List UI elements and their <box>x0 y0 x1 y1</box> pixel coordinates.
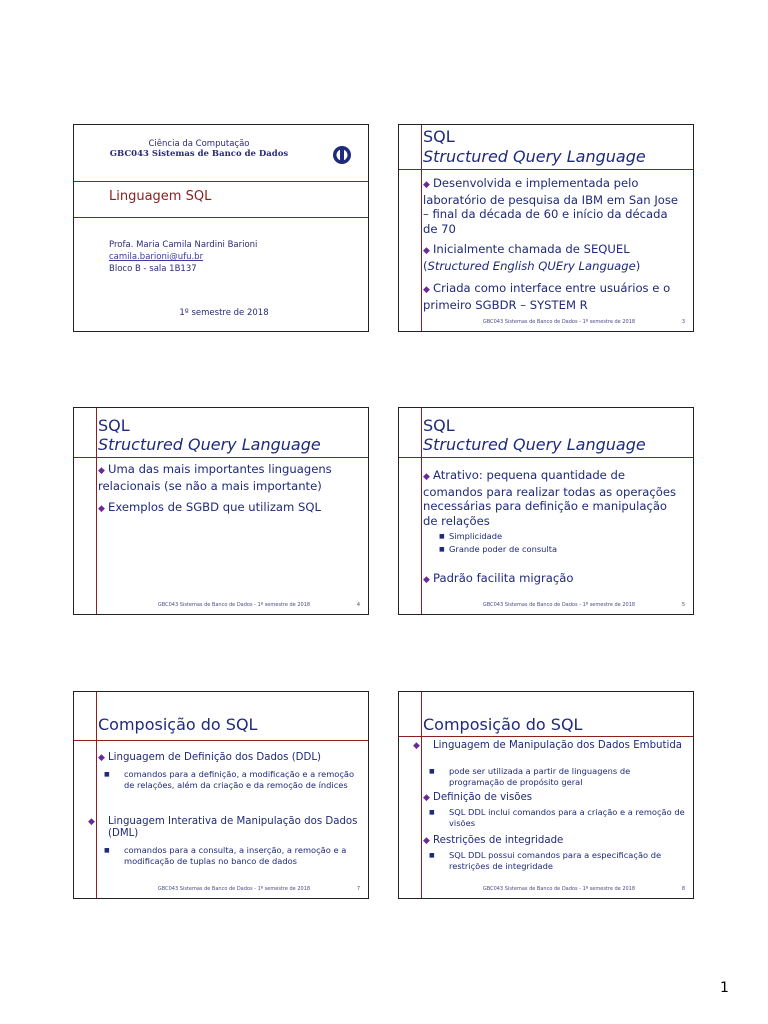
presentation-title: Linguagem SQL <box>109 189 212 204</box>
bullet-diamond-icon: ◆ <box>88 817 95 827</box>
slide-number: 4 <box>356 602 360 608</box>
bullet-item: ◆ Inicialmente chamada de SEQUEL (Structured English QUEry Language) <box>423 242 641 273</box>
slide-title: Composição do SQL <box>98 715 258 734</box>
bullet-square-icon: ■ <box>439 533 445 540</box>
slide-accent-rule <box>74 457 368 458</box>
bullet-item: ◆ Atrativo: pequena quantidade de comandos para realizar todas as operações necessárias para definição e manipulação de relações <box>423 468 677 528</box>
page-number: 1 <box>720 980 729 996</box>
slide-7 <box>73 691 369 899</box>
bullet-square-icon: ■ <box>429 768 435 775</box>
slide-4 <box>73 407 369 615</box>
slide-footer: GBC043 Sistemas de Banco de Dados - 1º semestre de 2018 <box>482 602 636 608</box>
bullet-diamond-icon: ◆ <box>98 466 105 476</box>
slide-1 <box>73 124 369 332</box>
bullet-square-icon: ■ <box>429 809 435 816</box>
slide-title: SQL <box>423 127 455 146</box>
slide-accent-rule <box>74 740 368 741</box>
office-room: Bloco B - sala 1B137 <box>109 264 197 274</box>
slide-number: 7 <box>356 886 360 892</box>
sub-bullet-item: ■ Grande poder de consulta <box>439 544 558 554</box>
slide-number: 3 <box>681 319 685 325</box>
slide-accent-line <box>421 692 422 898</box>
slide-subtitle: Structured Query Language <box>423 435 646 454</box>
bullet-item: ◆ Uma das mais importantes linguagens relacionais (se não a mais importante) <box>98 462 332 493</box>
slide-footer: GBC043 Sistemas de Banco de Dados - 1º semestre de 2018 <box>482 886 636 892</box>
slide-8 <box>398 691 694 899</box>
bullet-diamond-icon: ◆ <box>423 793 430 803</box>
sub-bullet-item: ■ pode ser utilizada a partir de linguagens de programação de propósito geral <box>429 766 631 787</box>
bullet-diamond-icon: ◆ <box>423 180 430 190</box>
slide-accent-line <box>421 125 422 331</box>
slide-title: Composição do SQL <box>423 715 583 734</box>
bullet-diamond-icon: ◆ <box>423 836 430 846</box>
sub-bullet-item: ■ Simplicidade <box>439 531 503 541</box>
bullet-square-icon: ■ <box>104 771 110 778</box>
slide-accent-rule <box>399 736 693 737</box>
bullet-diamond-icon: ◆ <box>423 246 430 256</box>
author-email-link[interactable]: camila.barioni@ufu.br <box>109 252 204 262</box>
bullet-square-icon: ■ <box>429 852 435 859</box>
slide-accent-line <box>96 408 97 614</box>
title-rule <box>74 181 368 182</box>
slide-number: 5 <box>681 602 685 608</box>
sub-bullet-item: ■ comandos para a definição, a modificação e a remoção de relações, além da criação e da remoção de índices <box>104 769 355 790</box>
bullet-diamond-icon: ◆ <box>98 753 105 763</box>
bullet-item: ◆ Desenvolvida e implementada pelo laboratório de pesquisa da IBM em San Jose – final da década de 60 e início da década de 70 <box>423 176 679 236</box>
bullet-diamond-icon: ◆ <box>98 504 105 514</box>
slide-number: 8 <box>681 886 685 892</box>
bullet-item: ◆ Linguagem de Definição dos Dados (DDL) <box>98 752 322 763</box>
bullet-item: ◆ Restrições de integridade <box>423 835 564 846</box>
slide-subtitle: Structured Query Language <box>98 435 321 454</box>
author-name: Profa. Maria Camila Nardini Barioni <box>109 240 258 250</box>
bullet-diamond-icon: ◆ <box>423 575 430 585</box>
sub-bullet-item: ■ SQL DDL possui comandos para a especificação de restrições de integridade <box>429 850 662 871</box>
sub-bullet-item: ■ SQL DDL inclui comandos para a criação e a remoção de visões <box>429 807 685 828</box>
slide-footer: GBC043 Sistemas de Banco de Dados - 1º semestre de 2018 <box>157 602 311 608</box>
semester: 1º semestre de 2018 <box>179 308 269 318</box>
slide-accent-line <box>421 408 422 614</box>
slide-subtitle: Structured Query Language <box>423 147 646 166</box>
bullet-item: ◆ Exemplos de SGBD que utilizam SQL <box>98 500 360 517</box>
bullet-diamond-icon: ◆ <box>423 472 430 482</box>
title-rule-bottom <box>74 217 368 218</box>
slide-footer: GBC043 Sistemas de Banco de Dados - 1º semestre de 2018 <box>157 886 311 892</box>
subject-name: GBC043 Sistemas de Banco de Dados <box>109 149 289 159</box>
university-logo-icon <box>332 145 352 165</box>
sub-bullet-item: ■ comandos para a consulta, a inserção, a remoção e a modificação de tuplas no banco de dados <box>104 845 347 866</box>
bullet-item: ◆ Criada como interface entre usuários e o primeiro SGBDR – SYSTEM R <box>423 281 671 312</box>
course-name: Ciência da Computação <box>148 139 250 149</box>
slide-accent-line <box>96 692 97 898</box>
bullet-square-icon: ■ <box>439 546 445 553</box>
bullet-diamond-icon: ◆ <box>423 285 430 295</box>
bullet-item: ◆ Padrão facilita migração <box>423 571 685 588</box>
bullet-item: ◆ Linguagem de Manipulação dos Dados Embutida <box>413 740 683 751</box>
bullet-item: ◆ Definição de visões <box>423 792 533 803</box>
bullet-square-icon: ■ <box>104 847 110 854</box>
slide-title: SQL <box>423 416 455 435</box>
bullet-item: ◆ Linguagem Interativa de Manipulação dos Dados (DML) <box>88 816 358 840</box>
slide-title: SQL <box>98 416 130 435</box>
slide-5 <box>398 407 694 615</box>
slide-accent-rule <box>399 457 693 458</box>
slide-3 <box>398 124 694 332</box>
bullet-diamond-icon: ◆ <box>413 741 420 751</box>
slide-accent-rule <box>399 169 693 170</box>
slide-footer: GBC043 Sistemas de Banco de Dados - 1º semestre de 2018 <box>482 319 636 325</box>
